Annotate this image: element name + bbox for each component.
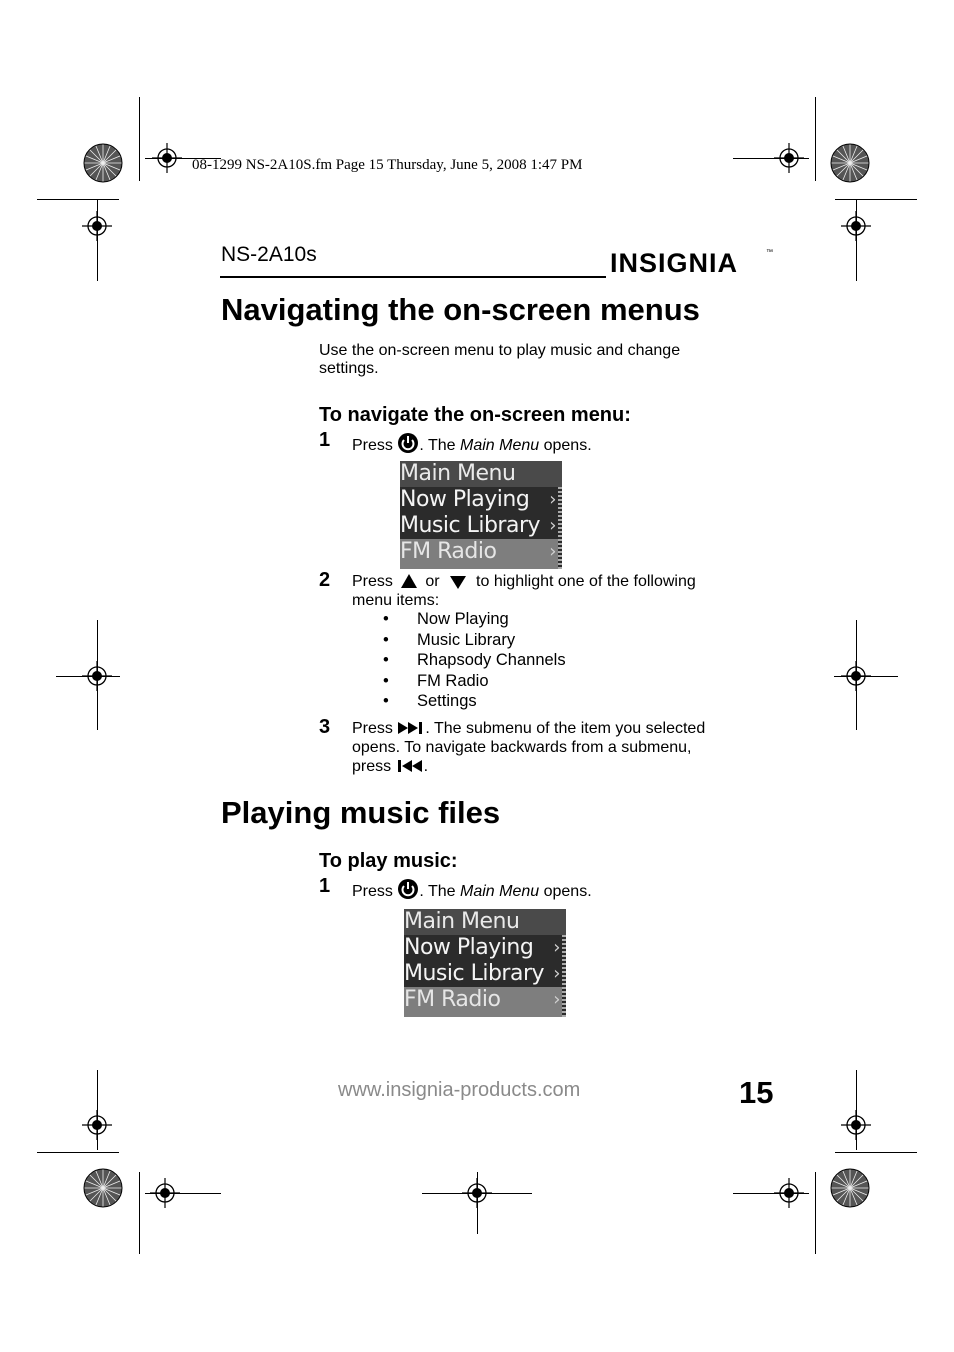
page-number: 15 <box>739 1075 774 1110</box>
subheading-play-music: To play music: <box>319 850 458 872</box>
power-icon <box>397 432 419 454</box>
starburst-mark-icon <box>830 1168 870 1208</box>
subheading-navigate: To navigate the on-screen menu: <box>319 404 631 426</box>
menu-title: Main Menu <box>400 461 562 487</box>
step-number: 1 <box>319 429 331 451</box>
main-menu-screenshot <box>404 909 566 1017</box>
starburst-mark-icon <box>830 143 870 183</box>
section-intro <box>319 342 680 378</box>
list-item: • Now Playing <box>383 610 509 628</box>
registration-target-icon <box>774 1178 804 1208</box>
step-number: 2 <box>319 569 331 591</box>
registration-target-icon <box>774 143 804 173</box>
step-text: Press . The Main Menu opens. <box>352 432 592 455</box>
registration-target-icon <box>150 1178 180 1208</box>
menu-item-fm-radio: FM Radio › <box>400 539 562 569</box>
chevron-right-icon: › <box>549 489 556 510</box>
menu-scrollbar <box>562 935 566 1017</box>
insignia-logo <box>610 240 778 280</box>
menu-scrollbar <box>558 487 562 569</box>
chevron-right-icon: › <box>553 963 560 984</box>
power-icon <box>397 878 419 900</box>
menu-item-now-playing: Now Playing › <box>404 935 560 960</box>
intro-line: settings. <box>319 360 379 377</box>
registration-target-icon <box>152 143 182 173</box>
menu-items-list <box>383 610 566 713</box>
registration-target-icon <box>82 211 112 241</box>
step-text: Press . The Main Menu opens. <box>352 878 592 901</box>
registration-target-icon <box>462 1178 492 1208</box>
intro-line: Use the on-screen menu to play music and change <box>319 342 681 359</box>
section-title-playing: Playing music files <box>221 795 501 830</box>
starburst-mark-icon <box>83 1168 123 1208</box>
menu-item-music-library: Music Library › <box>400 513 556 538</box>
step-number: 1 <box>319 875 331 897</box>
chevron-right-icon: › <box>553 937 560 958</box>
menu-item-fm-radio: FM Radio › <box>404 987 566 1017</box>
svg-text:INSIGNIA: INSIGNIA <box>610 248 739 278</box>
menu-title: Main Menu <box>404 909 566 935</box>
print-slug-line: 08-1299 NS-2A10S.fm Page 15 Thursday, June 5, 2008 1:47 PM <box>192 157 583 173</box>
step-text: Press or to highlight one of the following menu items: <box>352 573 696 609</box>
main-menu-screenshot <box>400 461 562 569</box>
chevron-right-icon: › <box>549 541 556 562</box>
footer-url: www.insignia-products.com <box>338 1079 581 1101</box>
step-text: Press . The submenu of the item you selected opens. To navigate backwards from a submenu, press . <box>352 720 706 775</box>
model-number: NS-2A10s <box>221 243 317 266</box>
list-item: • FM Radio <box>383 671 489 690</box>
next-track-icon <box>397 720 425 736</box>
list-item: • Music Library <box>383 630 516 649</box>
registration-target-icon <box>82 661 112 691</box>
menu-item-music-library: Music Library › <box>404 961 560 986</box>
registration-target-icon <box>82 1110 112 1140</box>
menu-item-now-playing: Now Playing › <box>400 487 556 512</box>
list-item: • Rhapsody Channels <box>383 651 566 669</box>
starburst-mark-icon <box>83 143 123 183</box>
step-number: 3 <box>319 716 331 738</box>
list-item: • Settings <box>383 692 477 710</box>
header-rule <box>220 276 606 278</box>
registration-target-icon <box>841 211 871 241</box>
section-title-navigating: Navigating the on-screen menus <box>221 292 700 327</box>
svg-text:™: ™ <box>766 249 773 256</box>
up-arrow-icon <box>399 572 419 590</box>
previous-track-icon <box>396 758 424 774</box>
registration-target-icon <box>841 1110 871 1140</box>
down-arrow-icon <box>448 572 468 590</box>
registration-target-icon <box>841 661 871 691</box>
chevron-right-icon: › <box>553 989 560 1010</box>
chevron-right-icon: › <box>549 515 556 536</box>
